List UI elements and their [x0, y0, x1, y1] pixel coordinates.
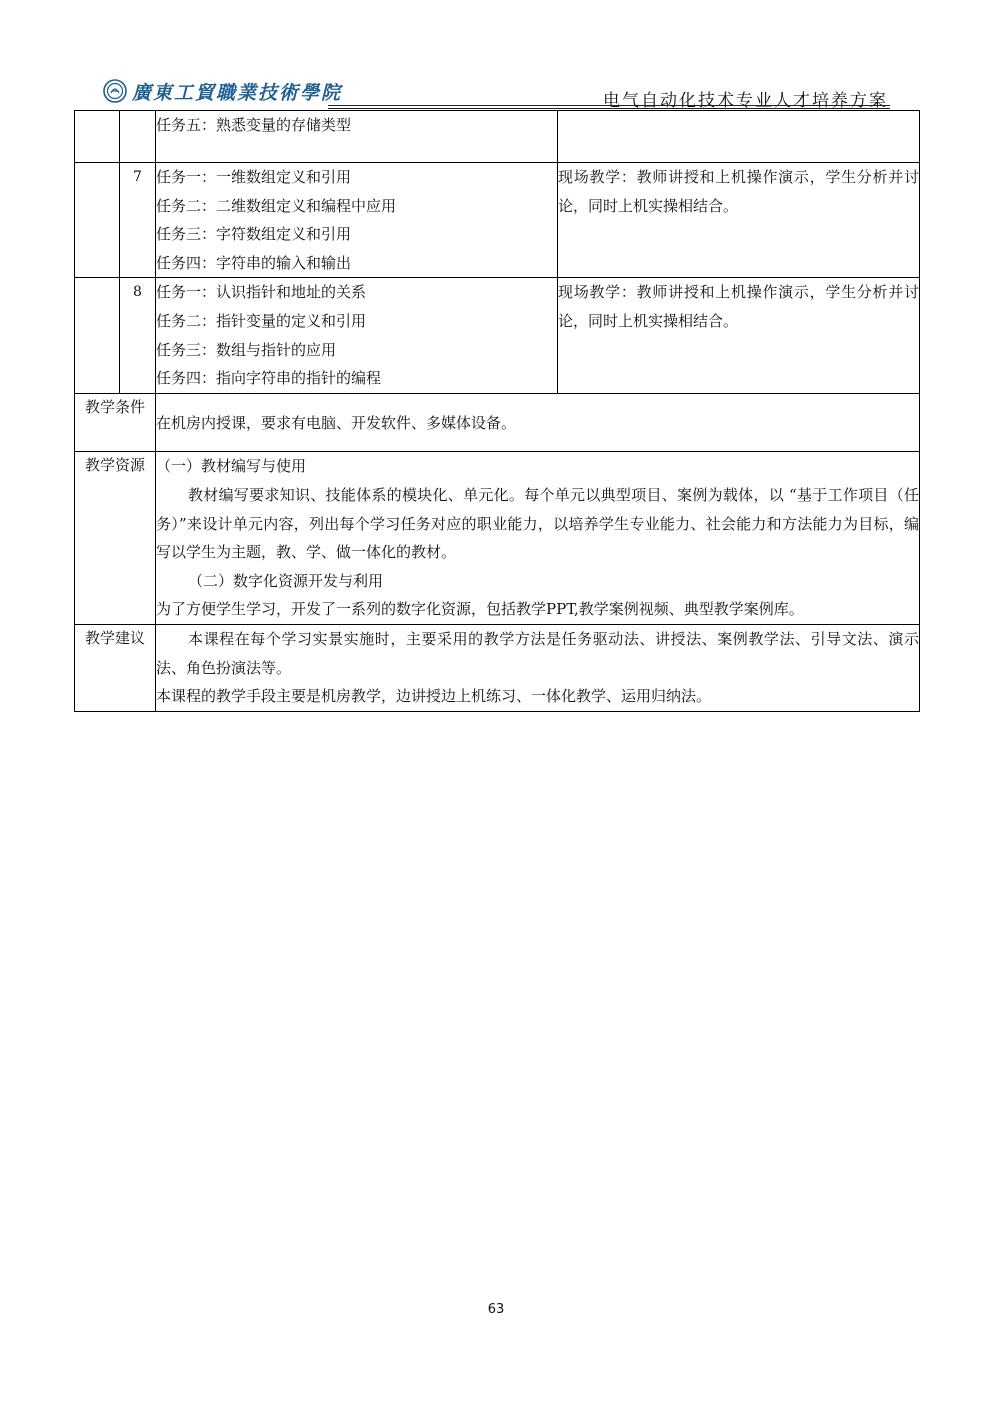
tasks-cell: [156, 278, 558, 394]
resources-paragraph-1: 教材编写要求知识、技能体系的模块化、单元化。每个单元以典型项目、案例为载体，以 “基于工作项目（任务）”来设计单元内容，列出每个学习任务对应的职业能力，以培养学生专业能力、社会能力和方法能力为目标，编写以学生为主题，教、学、做一体化的教材。: [156, 485, 919, 562]
resources-content: [156, 452, 920, 625]
task-item: 任务四：字符串的输入和输出: [156, 253, 352, 272]
table-row: [75, 278, 920, 394]
seq-cell: 7: [120, 163, 156, 278]
suggestions-paragraph-2: 本课程的教学手段主要是机房教学，边讲授边上机练习、一体化教学、运用归纳法。: [156, 687, 712, 706]
task-item: 任务二：二维数组定义和编程中应用: [156, 196, 397, 215]
suggestions-label: 教学建议: [75, 624, 156, 711]
seq-cell: [120, 111, 156, 163]
suggestions-content: [156, 624, 920, 711]
suggestions-row: [75, 624, 920, 711]
tasks-cell: [156, 163, 558, 278]
method-cell: 现场教学：教师讲授和上机操作演示，学生分析并讨论，同时上机实操相结合。: [558, 278, 920, 394]
school-name: 廣東工貿職業技術學院: [132, 81, 343, 104]
header-rule: [328, 105, 890, 106]
method-cell: 现场教学：教师讲授和上机操作演示，学生分析并讨论，同时上机实操相结合。: [558, 163, 920, 278]
resources-row: [75, 452, 920, 625]
blank-cell: [75, 163, 120, 278]
resources-heading-1: （一）教材编写与使用: [156, 457, 307, 476]
task-item: 任务三：数组与指针的应用: [156, 340, 337, 359]
resources-paragraph-2: 为了方便学生学习，开发了一系列的数字化资源，包括教学PPT,教学案例视频、典型教学案例库。: [156, 600, 804, 619]
method-cell: [558, 111, 920, 163]
task-item: 任务二：指针变量的定义和引用: [156, 311, 367, 330]
suggestions-paragraph-1: 本课程在每个学习实景实施时，主要采用的教学方法是任务驱动法、讲授法、案例教学法、引导文法、演示法、角色扮演法等。: [156, 629, 919, 677]
task-item: 任务三：字符数组定义和引用: [156, 225, 352, 244]
tasks-cell: [156, 111, 558, 163]
resources-heading-2: （二）数字化资源开发与利用: [188, 571, 384, 590]
school-logo: [103, 76, 342, 106]
task-item: 任务四：指向字符串的指针的编程: [156, 369, 382, 388]
blank-cell: [75, 111, 120, 163]
school-seal-icon: [103, 79, 127, 103]
conditions-row: [75, 394, 920, 452]
table-row: [75, 111, 920, 163]
course-table: [74, 110, 920, 712]
task-item: 任务一：一维数组定义和引用: [156, 168, 352, 186]
task-item: 任务五：熟悉变量的存储类型: [156, 116, 352, 134]
resources-label: 教学资源: [75, 452, 156, 625]
blank-cell: [75, 278, 120, 394]
task-item: 任务一：认识指针和地址的关系: [156, 283, 367, 302]
table-row: [75, 163, 920, 278]
header-rule-thin: [328, 108, 890, 109]
page-number: 63: [487, 1302, 505, 1317]
document-title: 电气自动化技术专业人才培养方案: [603, 91, 888, 111]
conditions-text: 在机房内授课，要求有电脑、开发软件、多媒体设备。: [156, 394, 920, 452]
page-header: [103, 74, 890, 110]
conditions-label: 教学条件: [75, 394, 156, 452]
seq-cell: 8: [120, 278, 156, 394]
